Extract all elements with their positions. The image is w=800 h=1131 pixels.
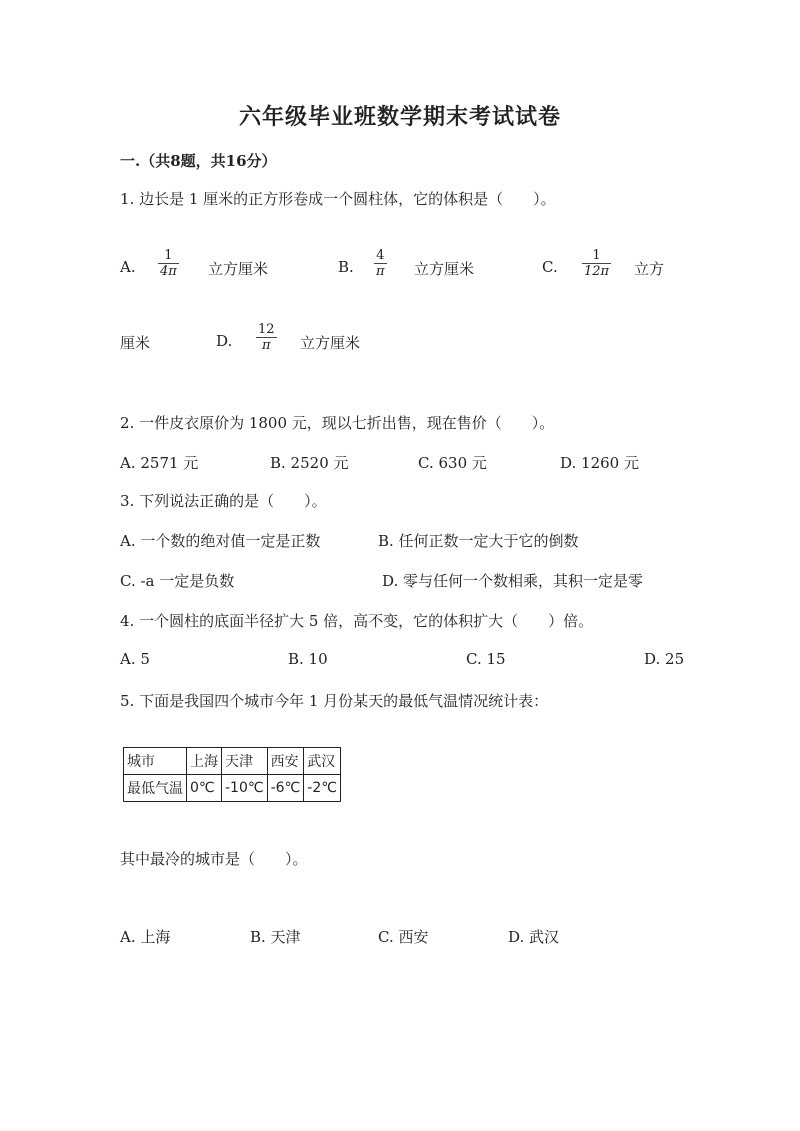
table-row xyxy=(124,775,341,802)
q1-option-c-unit: 立方 xyxy=(634,260,665,278)
table-cell: 天津 xyxy=(222,748,268,775)
q3-option-c: C. -a 一定是负数 xyxy=(120,572,235,590)
question-3: 3. 下列说法正确的是（ ）。 xyxy=(120,492,327,510)
table-cell: -10℃ xyxy=(222,775,268,802)
question-1: 1. 边长是 1 厘米的正方形卷成一个圆柱体，它的体积是（ ）。 xyxy=(120,190,556,208)
section-heading: 一.（共8题，共16分） xyxy=(120,152,277,170)
q5-option-c: C. 西安 xyxy=(378,928,429,946)
q4-option-c: C. 15 xyxy=(466,650,506,668)
temperature-table xyxy=(123,747,341,802)
fraction-numerator: 1 xyxy=(164,248,173,263)
table-cell: -6℃ xyxy=(267,775,304,802)
fraction-denominator: π xyxy=(256,337,277,353)
question-4: 4. 一个圆柱的底面半径扩大 5 倍，高不变，它的体积扩大（ ）倍。 xyxy=(120,612,594,630)
q5-option-a: A. 上海 xyxy=(120,928,171,946)
fraction-denominator: 12π xyxy=(584,264,610,279)
q1-option-a-unit: 立方厘米 xyxy=(208,260,269,278)
q1-option-a-fraction xyxy=(158,248,179,279)
q2-option-d: D. 1260 元 xyxy=(560,454,639,472)
question-5-sub: 其中最冷的城市是（ ）。 xyxy=(120,850,308,868)
q3-option-b: B. 任何正数一定大于它的倒数 xyxy=(378,532,579,550)
question-2: 2. 一件皮衣原价为 1800 元，现以七折出售，现在售价（ ）。 xyxy=(120,414,555,432)
table-cell: 最低气温 xyxy=(124,775,187,802)
table-cell: 武汉 xyxy=(304,748,341,775)
question-5: 5. 下面是我国四个城市今年 1 月份某天的最低气温情况统计表： xyxy=(120,692,549,710)
fraction-denominator: π xyxy=(376,264,385,279)
fraction-numerator: 4 xyxy=(376,248,385,263)
q2-option-b: B. 2520 元 xyxy=(270,454,349,472)
table-cell: 0℃ xyxy=(187,775,222,802)
table-cell: 西安 xyxy=(267,748,304,775)
q1-option-c-label: C. xyxy=(542,258,558,276)
q1-option-d-label: D. xyxy=(216,332,233,350)
table-cell: -2℃ xyxy=(304,775,341,802)
table-cell: 上海 xyxy=(187,748,222,775)
q4-option-a: A. 5 xyxy=(120,650,150,668)
q1-option-b-label: B. xyxy=(338,258,354,276)
page-title: 六年级毕业班数学期末考试试卷 xyxy=(238,104,561,130)
q4-option-d: D. 25 xyxy=(644,650,685,668)
fraction-denominator: 4π xyxy=(160,264,177,279)
q3-option-d: D. 零与任何一个数相乘，其积一定是零 xyxy=(382,572,644,590)
q1-option-c-unit-continued: 厘米 xyxy=(120,334,151,352)
q2-option-a: A. 2571 元 xyxy=(120,454,199,472)
q4-option-b: B. 10 xyxy=(288,650,328,668)
q1-option-a-label: A. xyxy=(120,258,136,276)
table-cell: 城市 xyxy=(124,748,187,775)
fraction-numerator: 12 xyxy=(258,322,275,337)
q1-option-b-fraction xyxy=(374,248,387,279)
q1-option-d-fraction xyxy=(256,322,277,353)
q3-option-a: A. 一个数的绝对值一定是正数 xyxy=(120,532,321,550)
q5-option-d: D. 武汉 xyxy=(508,928,560,946)
q1-option-b-unit: 立方厘米 xyxy=(414,260,475,278)
q1-option-c-fraction xyxy=(582,248,611,279)
q5-option-b: B. 天津 xyxy=(250,928,301,946)
table-header-row xyxy=(124,748,341,775)
q1-option-d-unit: 立方厘米 xyxy=(300,334,361,352)
q2-option-c: C. 630 元 xyxy=(418,454,487,472)
fraction-numerator: 1 xyxy=(592,248,601,263)
